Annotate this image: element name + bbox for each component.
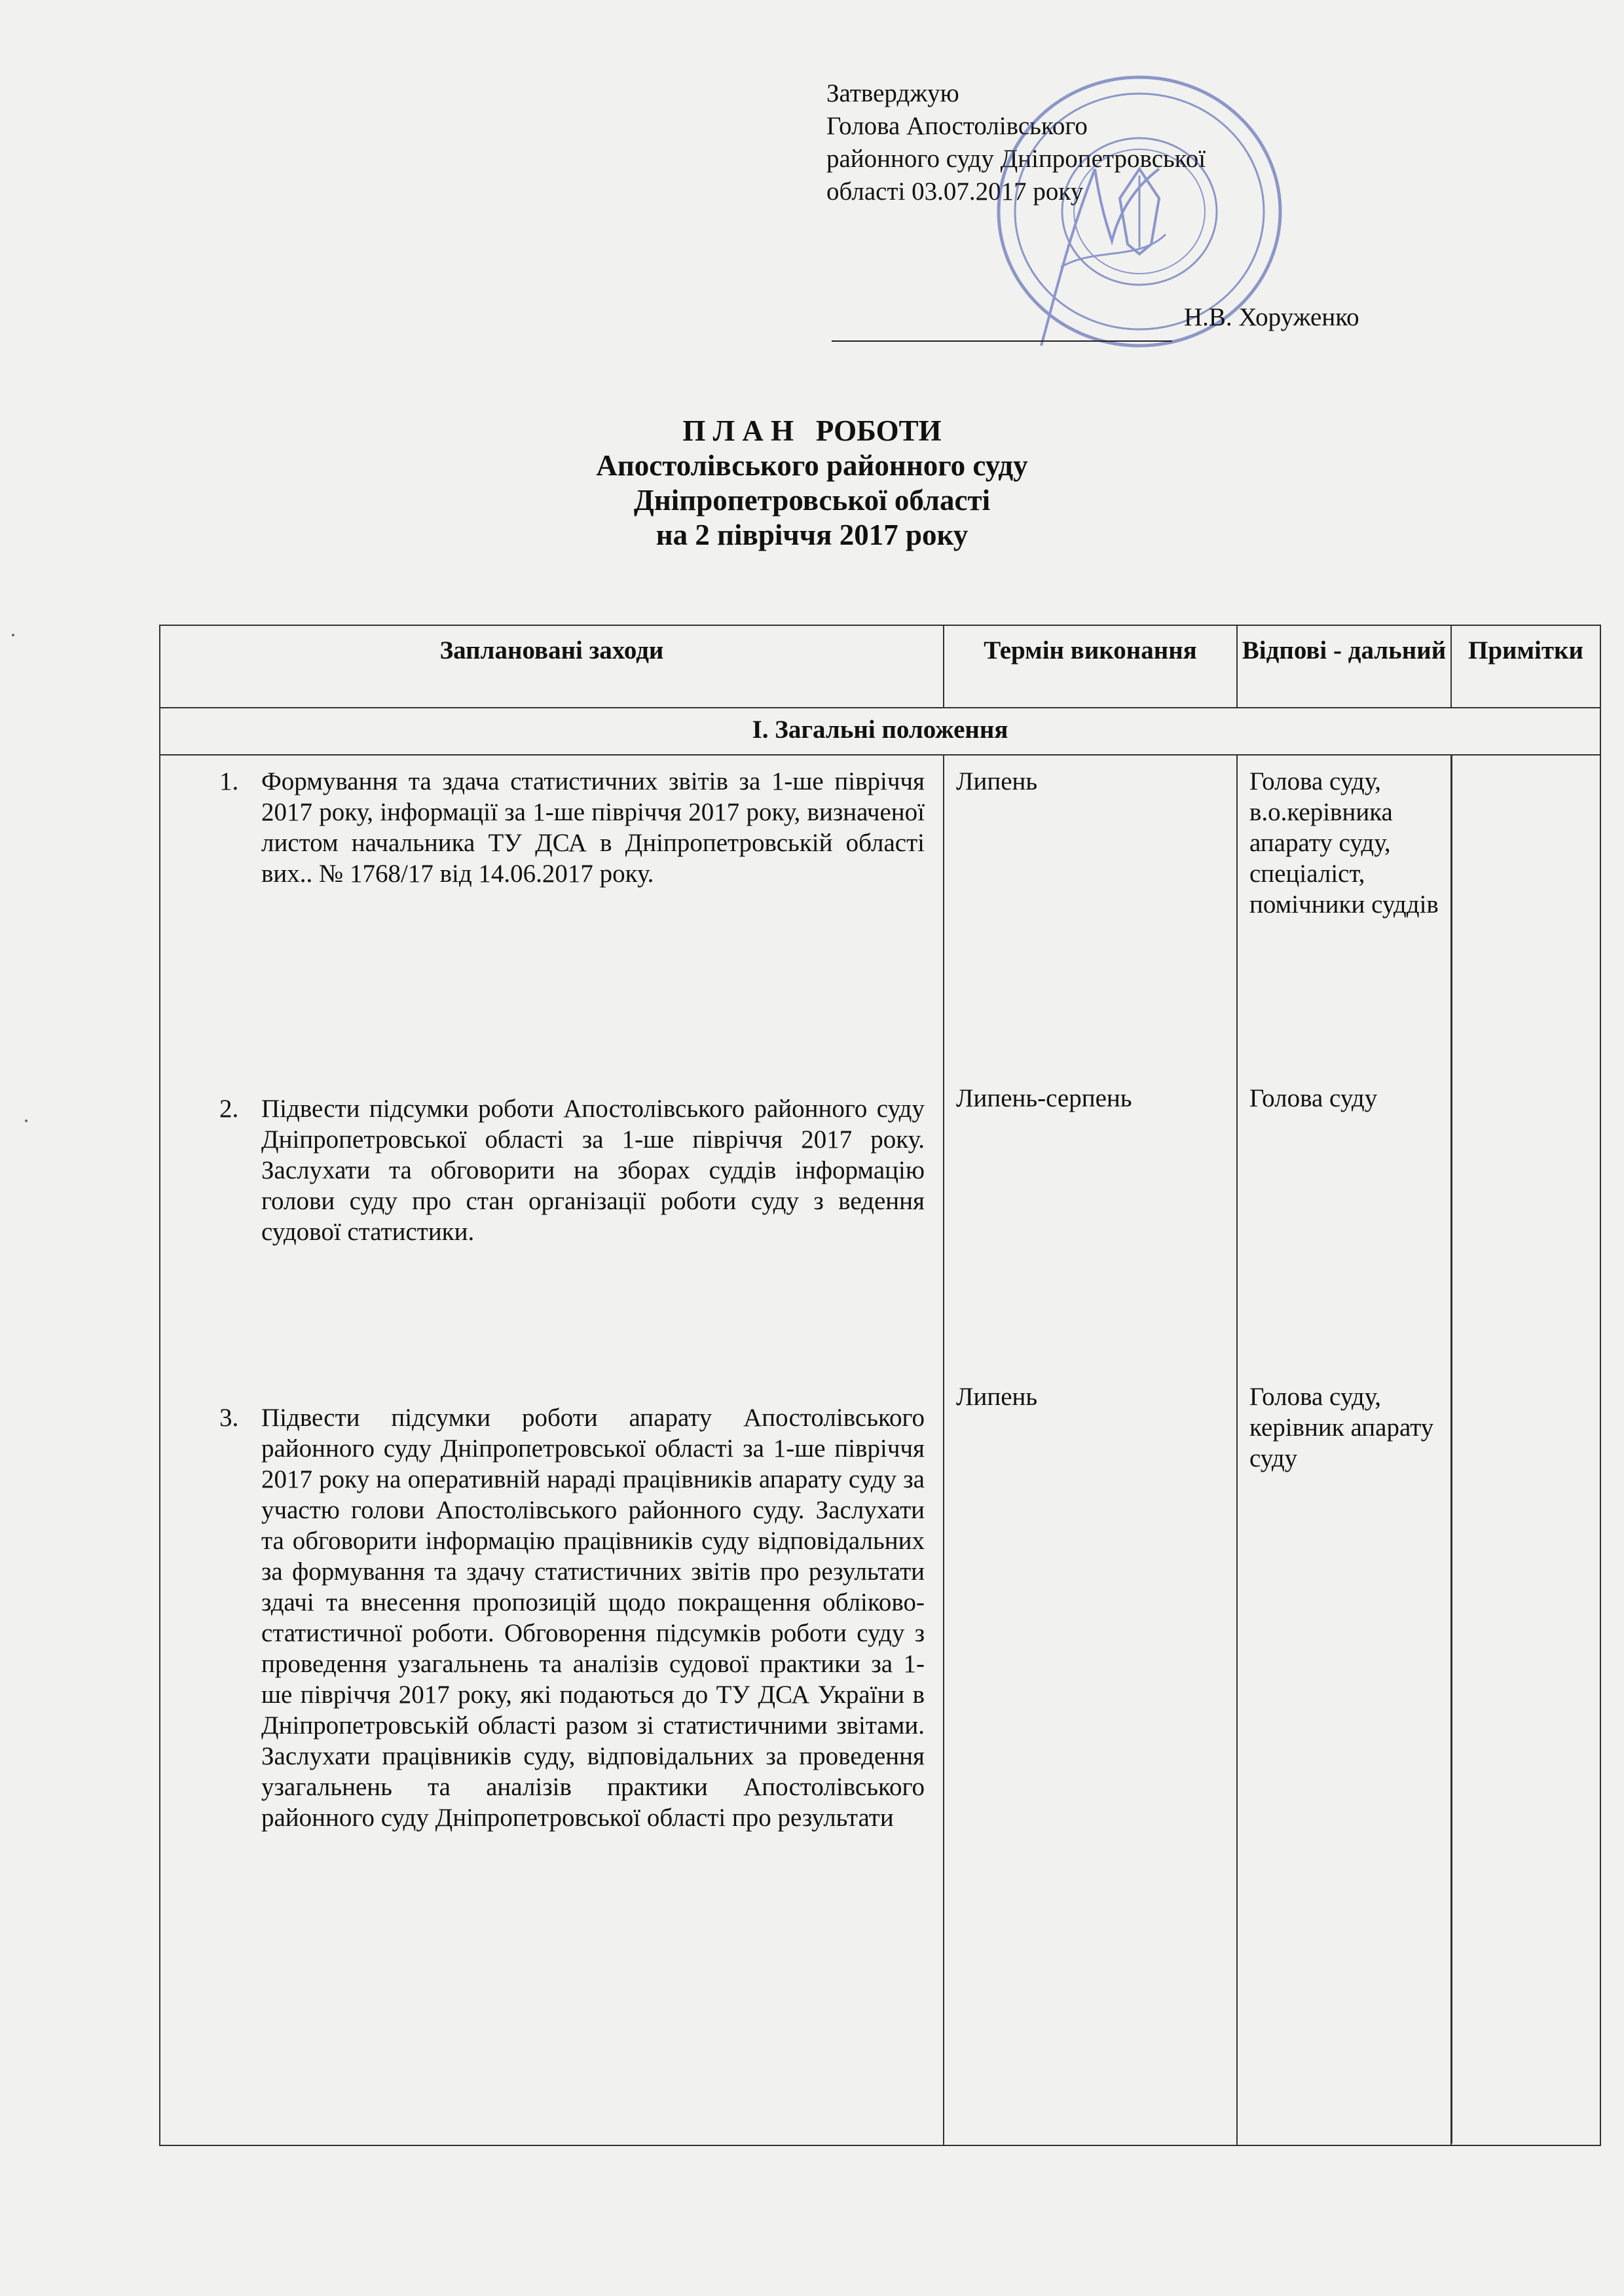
- header-notes: Примітки: [1451, 625, 1600, 708]
- section-title: І. Загальні положення: [160, 708, 1600, 755]
- header-measures: Заплановані заходи: [160, 625, 944, 708]
- section-row: [160, 708, 1600, 755]
- signature-line: [832, 340, 1172, 342]
- header-responsible: Відпові - дальний: [1237, 625, 1451, 708]
- title-line-4: на 2 півріччя 2017 року: [655, 519, 969, 551]
- title-line-1: П Л А Н РОБОТИ: [682, 414, 942, 447]
- item-number: 3.: [219, 1404, 239, 1432]
- measures-cell: [160, 755, 944, 2145]
- responsible-cell: [1237, 755, 1451, 2145]
- list-item: [160, 1392, 943, 1833]
- title-line-2: Апостолівського районного суду: [596, 449, 1028, 482]
- document-title: [0, 414, 1624, 553]
- scan-speck: [25, 1120, 28, 1122]
- note-value: [1452, 756, 1600, 766]
- responsible-value: Голова суду, в.о.керівника апарату суду, спеціаліст, помічники суддів: [1249, 767, 1439, 919]
- responsible-value: Голова суду: [1249, 1084, 1378, 1112]
- table-header-row: [160, 625, 1600, 708]
- term-cell: [944, 755, 1237, 2145]
- list-item: [160, 1083, 943, 1392]
- item-number: 1.: [219, 767, 239, 795]
- item-number: 2.: [219, 1095, 239, 1123]
- approval-line-3: районного суду Дніпропетровської: [826, 145, 1206, 173]
- approval-line-2: Голова Апостолівського: [826, 112, 1088, 140]
- term-value: Липень: [956, 1383, 1038, 1411]
- notes-cell: [1451, 755, 1600, 2145]
- title-line-3: Дніпропетровської області: [633, 484, 991, 517]
- table-row: [160, 755, 1600, 2145]
- scan-speck: [12, 634, 14, 636]
- term-value: Липень: [956, 767, 1038, 795]
- list-item: [160, 756, 943, 1083]
- approval-line-1: Затверджую: [826, 79, 959, 107]
- plan-table: [159, 625, 1601, 2146]
- item-text: Формування та здача статистичних звітів за 1-ше півріччя 2017 року, інформації за 1-ше півріччя 2017 року, визначеної листом начальника ТУ ДСА в Дніпропетровській області вих.. № 1768/17 від 14.06.2017 року.: [261, 767, 925, 888]
- signer-name: Н.В. Хоруженко: [1184, 303, 1359, 331]
- approval-line-4: області 03.07.2017 року: [826, 177, 1084, 206]
- notes-inner-border: [1451, 754, 1452, 2143]
- header-term: Термін виконання: [944, 625, 1237, 708]
- item-text: Підвести підсумки роботи апарату Апостолівського районного суду Дніпропетровської області за 1-ше півріччя 2017 року на оперативній нараді працівників апарату суду за участю голови Апостолівського районного суду. Заслухати та обговорити інформацію працівників суду відповідальних за формування та здачу статистичних звітів про результати здачі та внесення пропозицій щодо покращення обліково-статистичної роботи. Обговорення підсумків роботи суду з проведення узагальнень та аналізів судової практики за 1-ше півріччя 2017 року, які подаються до ТУ ДСА України в Дніпропетровській області разом зі статистичними звітами. Заслухати працівників суду, відповідальних за проведення узагальнень та аналізів практики Апостолівського районного суду Дніпропетровської області про результати: [261, 1404, 925, 1832]
- responsible-value: Голова суду, керівник апарату суду: [1249, 1383, 1434, 1472]
- item-text: Підвести підсумки роботи Апостолівського районного суду Дніпропетровської області за 1-ше півріччя 2017 року. Заслухати та обговорити на зборах суддів інформацію голови суду про стан організації роботи суду з ведення судової статистики.: [261, 1095, 925, 1246]
- term-value: Липень-серпень: [956, 1084, 1132, 1112]
